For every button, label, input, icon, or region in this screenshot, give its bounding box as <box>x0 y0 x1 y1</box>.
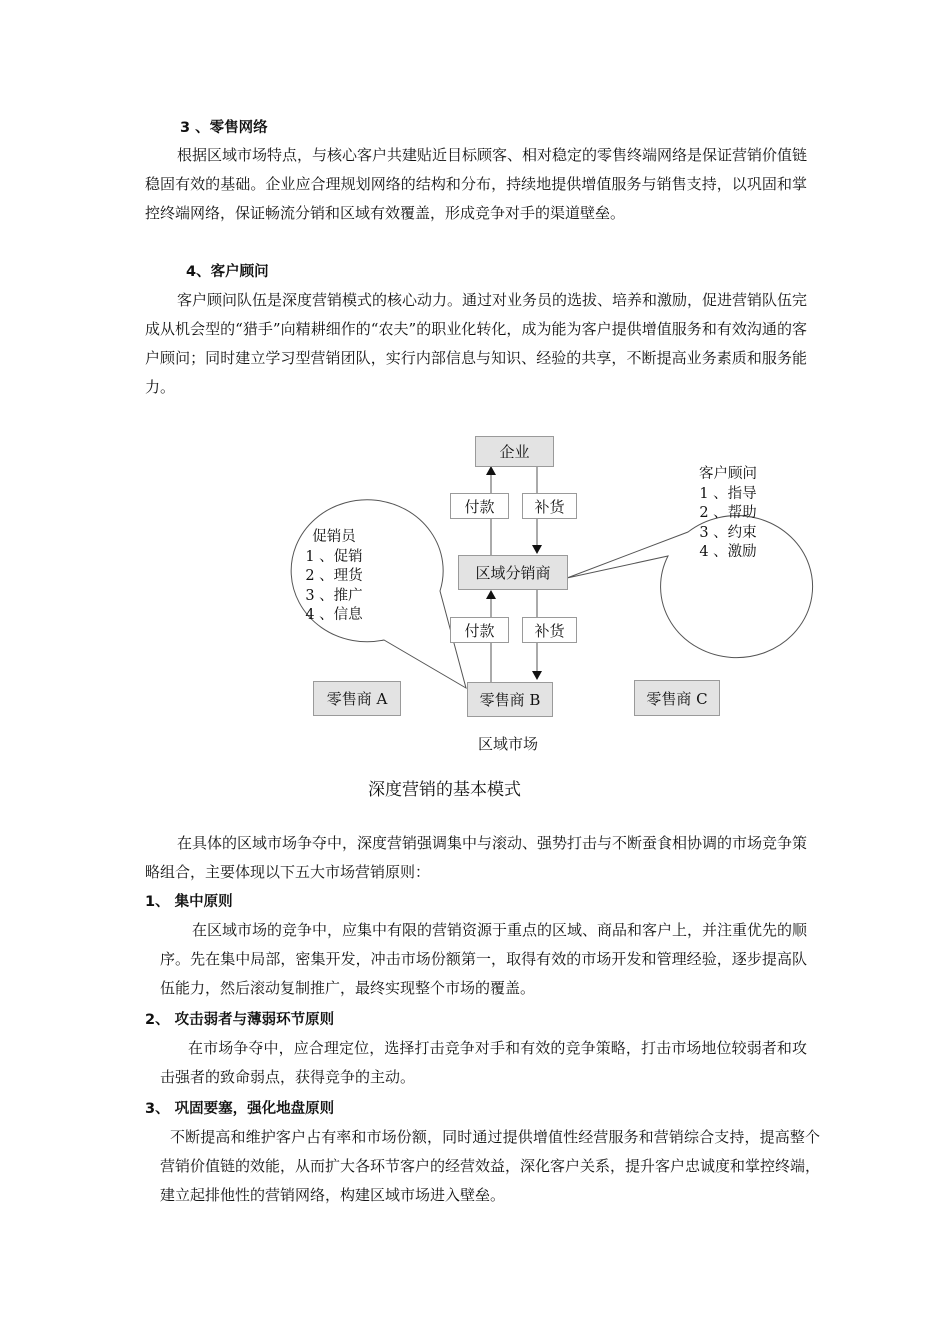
section-heading-customer-advisor: 4、客户顾问 <box>186 264 269 280</box>
enterprise-box: 企业 <box>475 436 554 467</box>
promoter-title: 促销员 <box>312 529 356 545</box>
restock-top-arrowhead <box>532 545 542 554</box>
promoter-bubble-text <box>284 528 384 626</box>
promoter-item: 3 、推广 <box>305 587 363 604</box>
pay-bottom-label: 付款 <box>450 617 509 643</box>
advisor-title: 客户顾问 <box>699 466 757 482</box>
principle-3-body: 不断提高和维护客户占有率和市场份额，同时通过提供增值性经营服务和营销综合支持，提高整个营销价值链的效能，从而扩大各环节客户的经营效益，深化客户关系，提升客户忠诚度和掌控终端，建立起排他性的营销网络，构建区域市场进入壁垒。 <box>160 1128 821 1204</box>
retailer-c-box: 零售商 C <box>634 680 720 716</box>
pay-top-arrowhead <box>486 466 496 475</box>
advisor-item: 4 、激励 <box>699 544 757 560</box>
advisor-item: 2 、帮助 <box>699 505 757 521</box>
region-market-label: 区域市场 <box>478 735 539 753</box>
principle-1-body: 在区域市场的竞争中，应集中有限的营销资源于重点的区域、商品和客户上，并注重优先的顺序。先在集中局部，密集开发，冲击市场份额第一，取得有效的市场开发和管理经验，逐步提高队伍能力，然后滚动复制推广，最终实现整个市场的覆盖。 <box>160 921 808 997</box>
advisor-item: 1 、指导 <box>699 485 757 502</box>
principles-intro: 在具体的区域市场争夺中，深度营销强调集中与滚动、强势打击与不断蚕食相协调的市场竞争策略组合，主要体现以下五大市场营销原则： <box>145 834 808 881</box>
restock-bottom-arrowhead <box>532 671 542 680</box>
principle-3-heading: 3、 巩固要塞，强化地盘原则 <box>145 1101 335 1117</box>
promoter-item: 4 、信息 <box>305 607 363 623</box>
promoter-item: 2 、理货 <box>305 568 363 584</box>
section-heading-retail-network: 3 、零售网络 <box>180 120 268 136</box>
distributor-box: 区域分销商 <box>458 555 568 590</box>
principle-2-body: 在市场争夺中，应合理定位，选择打击竞争对手和有效的竞争策略，打击市场地位较弱者和攻击强者的致命弱点，获得竞争的主动。 <box>160 1039 807 1086</box>
advisor-item: 3 、约束 <box>699 524 757 541</box>
pay-bottom-arrowhead <box>486 590 496 599</box>
advisor-bubble-text <box>678 465 778 563</box>
section-body-customer-advisor: 客户顾问队伍是深度营销模式的核心动力。通过对业务员的选拔、培养和激励，促进营销队伍完成从机会型的“猎手”向精耕细作的“农夫”的职业化转化，成为能为客户提供增值服务和有效沟通的客户顾问；同时建立学习型营销团队，实行内部信息与知识、经验的共享，不断提高业务素质和服务能力。 <box>145 291 808 396</box>
principle-2-heading: 2、 攻击弱者与薄弱环节原则 <box>145 1012 335 1028</box>
retailer-a-box: 零售商 A <box>313 681 401 716</box>
promoter-item: 1 、促销 <box>305 548 363 565</box>
diagram-caption: 深度营销的基本模式 <box>368 780 521 800</box>
retailer-b-box: 零售商 B <box>467 682 553 717</box>
pay-top-label: 付款 <box>450 493 509 519</box>
section-body-retail-network: 根据区域市场特点，与核心客户共建贴近目标顾客、相对稳定的零售终端网络是保证营销价值链稳固有效的基础。企业应合理规划网络的结构和分布，持续地提供增值服务与销售支持，以巩固和掌控终端网络，保证畅流分销和区域有效覆盖，形成竞争对手的渠道壁垒。 <box>145 146 808 222</box>
principle-1-heading: 1、 集中原则 <box>145 894 233 910</box>
restock-bottom-label: 补货 <box>522 617 577 643</box>
restock-top-label: 补货 <box>522 493 577 519</box>
